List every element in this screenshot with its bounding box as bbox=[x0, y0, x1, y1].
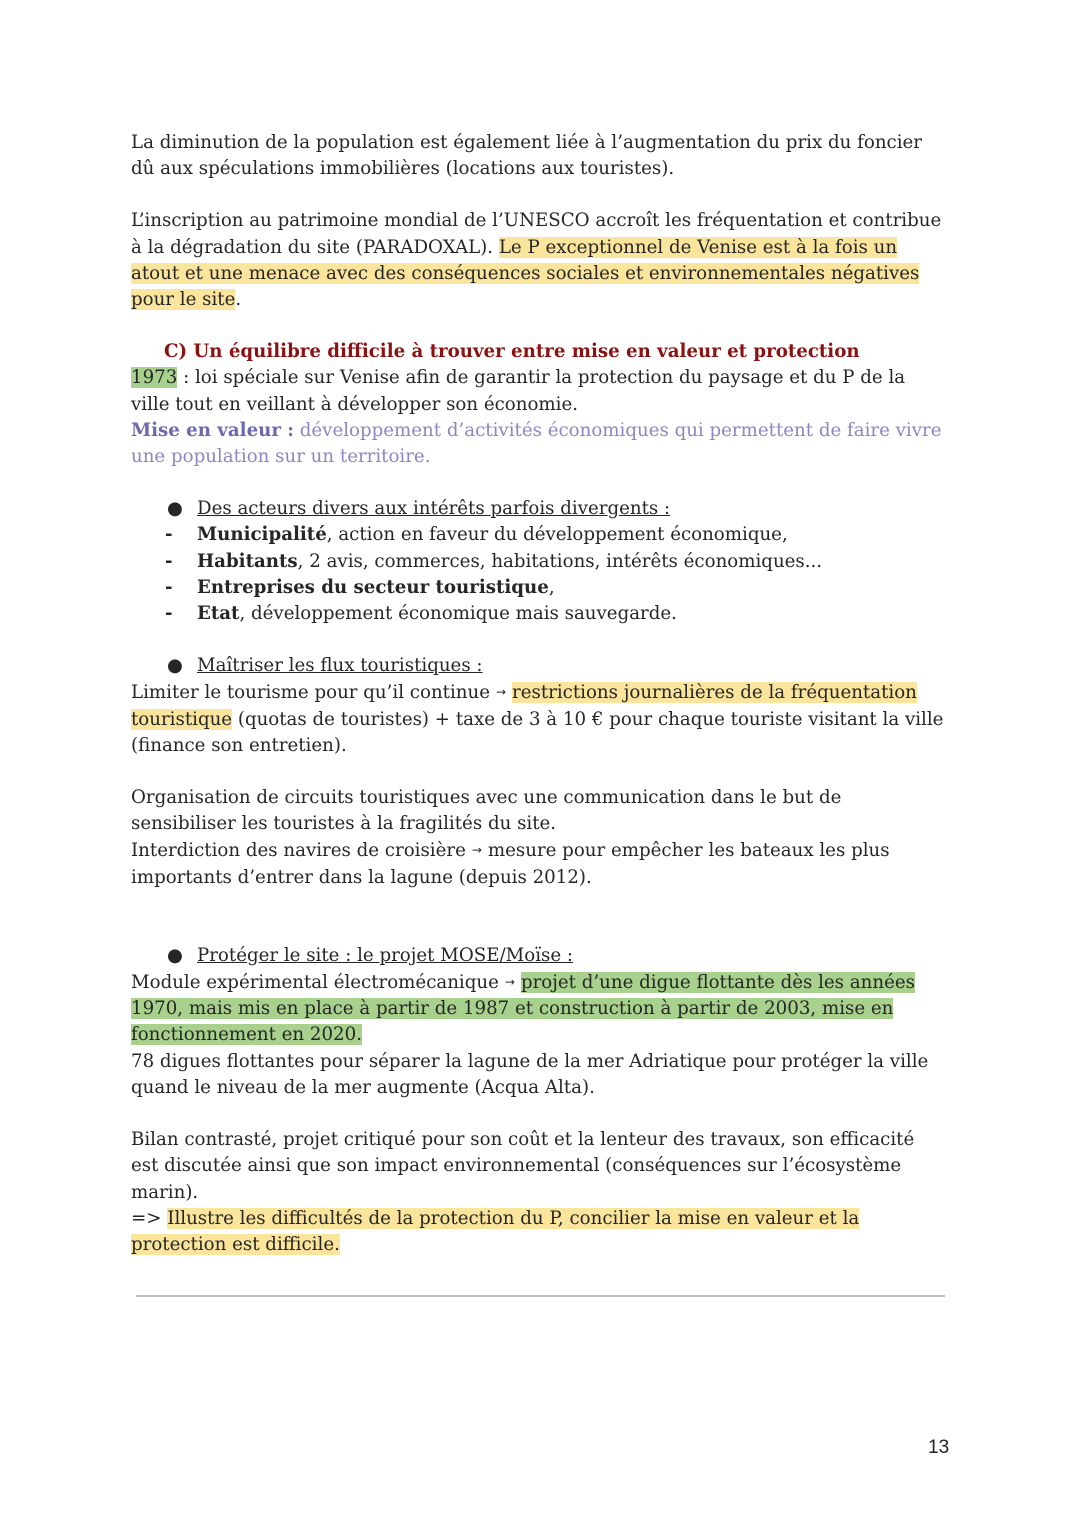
definition-term: Mise en valeur : bbox=[131, 419, 294, 441]
section-heading: C) Un équilibre difficile à trouver entre mise en valeur et protection bbox=[164, 341, 860, 363]
flows-p3-start: Interdiction des navires de croisière bbox=[131, 840, 466, 862]
dash-icon: - bbox=[165, 524, 173, 546]
definition-mise-en-valeur bbox=[131, 418, 946, 470]
paragraph-mose-bilan: Bilan contrasté, projet critiqué pour son coût et la lenteur des travaux, son efficacité est discutée ainsi que son impact environnemental (conséquences sur l’écosystème marin). bbox=[131, 1129, 915, 1203]
bullet-flows bbox=[131, 653, 946, 679]
dash-icon: - bbox=[165, 576, 173, 598]
unesco-text: L’inscription au patrimoine mondial de l’UNESCO accroît les fréquentation et contribue à la dégradation du site (PARADOXAL). bbox=[131, 210, 942, 258]
actor-name: Municipalité bbox=[197, 524, 327, 546]
paragraph-flows-limit bbox=[131, 679, 946, 759]
arrow-right-icon: → bbox=[495, 685, 507, 700]
list-item bbox=[131, 522, 946, 548]
unesco-end: . bbox=[235, 289, 242, 311]
page-number: 13 bbox=[928, 1437, 950, 1458]
arrow-right-icon: → bbox=[504, 975, 515, 990]
dash-icon: - bbox=[165, 603, 173, 625]
paragraph-conclusion bbox=[131, 1206, 946, 1258]
actor-name: Habitants bbox=[197, 550, 298, 572]
paragraph-mose-digues: 78 digues flottantes pour séparer la lagune de la mer Adriatique pour protéger la ville quand le niveau de la mer augmente (Acqua Alta). bbox=[131, 1050, 929, 1098]
list-item bbox=[131, 575, 946, 601]
conclusion-prefix: => bbox=[131, 1207, 168, 1229]
actor-name: Entreprises du secteur touristique bbox=[197, 576, 549, 598]
mose-title: Protéger le site : le projet MOSE/Moïse : bbox=[197, 944, 574, 966]
mose-p1-highlight: projet d’une digue flottante dès les années 1970, mais mis en place à partir de 1987 et construction à partir de 2003, mise en fonctionnement en 2020. bbox=[131, 972, 915, 1046]
conclusion-highlight: Illustre les difficultés de la protection du P, concilier la mise en valeur et la protection est difficile. bbox=[131, 1207, 860, 1255]
flows-p1-start: Limiter le tourisme pour qu’il continue bbox=[131, 682, 490, 704]
law-year: 1973 bbox=[131, 367, 178, 389]
bullet-mose bbox=[131, 943, 946, 969]
flows-p1-highlight: restrictions journalières de la fréquentation touristique bbox=[131, 682, 917, 730]
bullet-dot-icon: ● bbox=[167, 655, 183, 677]
actor-desc: , bbox=[548, 576, 555, 598]
paragraph-population: La diminution de la population est également liée à l’augmentation du prix du foncier dû aux spéculations immobilières (locations aux touristes). bbox=[131, 132, 922, 180]
paragraph-mose-module bbox=[131, 969, 946, 1049]
list-item bbox=[131, 601, 946, 627]
bullet-actors bbox=[131, 496, 946, 522]
definition-text: développement d’activités économiques qui permettent de faire vivre une population sur un territoire. bbox=[131, 419, 942, 468]
arrow-right-icon: → bbox=[471, 843, 482, 858]
actor-desc: , 2 avis, commerces, habitations, intérêts économiques... bbox=[297, 550, 823, 572]
actor-desc: , développement économique mais sauvegarde. bbox=[239, 603, 677, 625]
page-content bbox=[131, 130, 946, 1258]
list-item bbox=[131, 549, 946, 575]
flows-p3-end: mesure pour empêcher les bateaux les plus importants d’entrer dans la lagune (depuis 2012). bbox=[131, 840, 890, 888]
paragraph-unesco bbox=[131, 208, 946, 313]
bullet-dot-icon: ● bbox=[167, 498, 183, 520]
flows-title: Maîtriser les flux touristiques : bbox=[197, 655, 483, 677]
flows-p1-end: (quotas de touristes) + taxe de 3 à 10 € pour chaque touriste visitant la ville (finance son entretien). bbox=[131, 708, 944, 756]
law-text: : loi spéciale sur Venise afin de garantir la protection du paysage et du P de la ville tout en veillant à développer son économie. bbox=[131, 367, 906, 415]
paragraph-law bbox=[131, 365, 946, 417]
actor-name: Etat bbox=[197, 603, 240, 625]
bullet-dot-icon: ● bbox=[167, 944, 183, 966]
paragraph-cruise-ban bbox=[131, 837, 946, 890]
actors-title: Des acteurs divers aux intérêts parfois divergents : bbox=[197, 498, 671, 520]
mose-p1-start: Module expérimental électromécanique bbox=[131, 972, 499, 994]
footer-divider bbox=[136, 1295, 945, 1297]
unesco-highlight: Le P exceptionnel de Venise est à la fois un atout et une menace avec des conséquences sociales et environnementales négatives pour le site bbox=[131, 236, 920, 311]
paragraph-circuits: Organisation de circuits touristiques avec une communication dans le but de sensibiliser les touristes à la fragilités du site. bbox=[131, 787, 842, 835]
dash-icon: - bbox=[165, 550, 173, 572]
actor-desc: , action en faveur du développement économique, bbox=[326, 524, 788, 546]
